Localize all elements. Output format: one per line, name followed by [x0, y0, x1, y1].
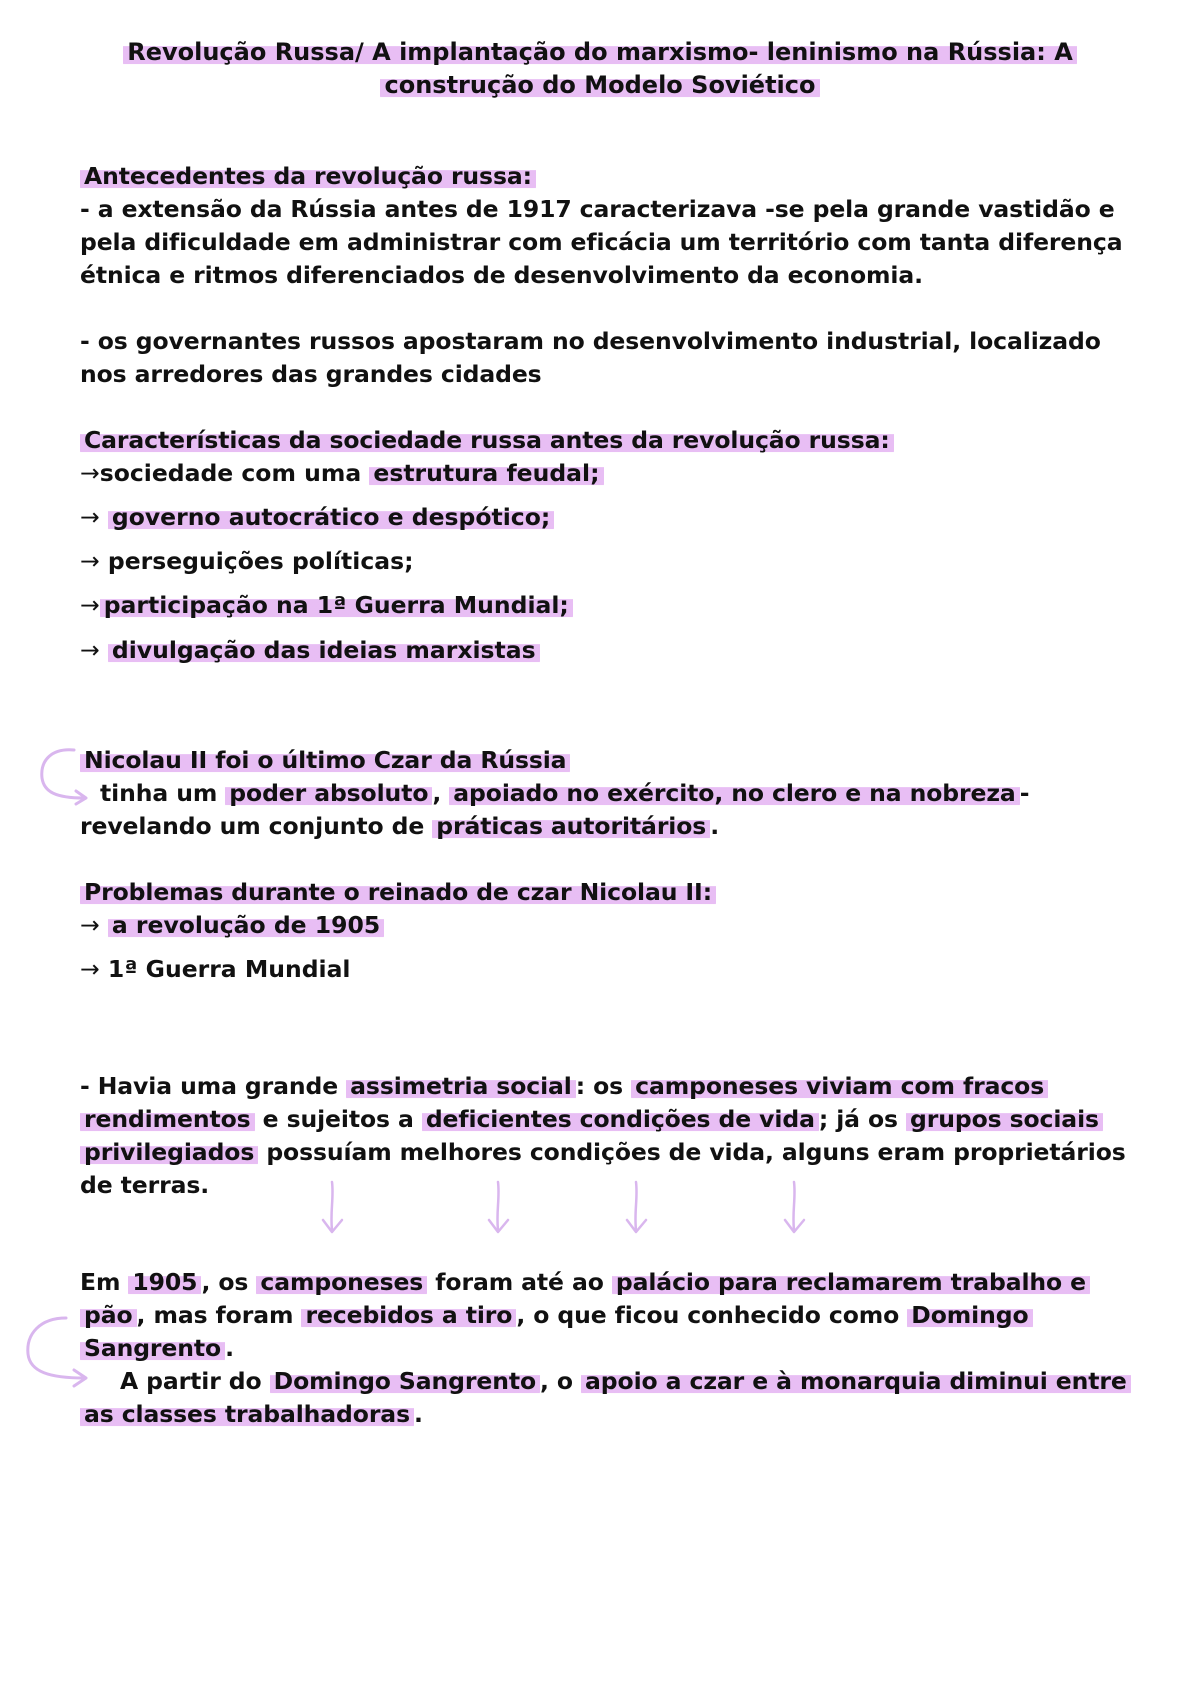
- arrow-down-icon: [484, 1180, 514, 1236]
- list-item: → participação na 1ª Guerra Mundial;: [80, 589, 573, 622]
- arrow-right-icon: →: [80, 547, 100, 575]
- arrow-right-icon: →: [80, 503, 100, 531]
- list-item: → divulgação das ideias marxistas: [80, 634, 540, 667]
- antecedentes-p1-line: - a extensão da Rússia antes de 1917 caracterizava -se pela grande vastidão e: [80, 195, 1115, 223]
- list-item: → governo autocrático e despótico;: [80, 501, 554, 534]
- antecedentes-p2: [80, 325, 1170, 391]
- nicolau-section: Nicolau II foi o último Czar da Rússia tinha um poder absoluto , apoiado no exército, no clero e na nobreza - revelando um conjunto de práticas autoritários .: [80, 746, 1030, 840]
- antecedentes-p1-line: pela dificuldade em administrar com eficácia um território com tanta diferença: [80, 228, 1123, 256]
- list-item: → a revolução de 1905: [80, 909, 384, 942]
- arrow-down-icon: [318, 1180, 348, 1236]
- list-item: → 1ª Guerra Mundial: [80, 955, 351, 983]
- antecedentes-p1-line: étnica e ritmos diferenciados de desenvolvimento da economia.: [80, 261, 923, 289]
- antecedentes-p2-line: nos arredores das grandes cidades: [80, 360, 542, 388]
- problemas-heading-block: [80, 876, 1170, 909]
- problemas-heading: Problemas durante o reinado de czar Nicolau II:: [80, 878, 716, 906]
- assimetria-section: - Havia uma grande assimetria social : os camponeses viviam com fracos rendimentos e sujeitos a deficientes condições de vida ; já os grupos sociais privilegiados possuíam melhores condições de vida, alguns eram proprietários de terras.: [80, 1072, 1126, 1199]
- caracteristicas-heading-block: [80, 424, 1170, 457]
- title-line-1: Revolução Russa/ A implantação do marxismo- leninismo na Rússia: A: [123, 38, 1077, 66]
- antecedentes-heading: Antecedentes da revolução russa:: [80, 162, 536, 190]
- nicolau-heading: Nicolau II foi o último Czar da Rússia: [80, 746, 570, 774]
- list-item: →sociedade com uma estrutura feudal;: [80, 457, 604, 490]
- title-line-2: construção do Modelo Soviético: [380, 71, 819, 99]
- antecedentes-p2-line: - os governantes russos apostaram no desenvolvimento industrial, localizado: [80, 327, 1101, 355]
- page-title: [80, 36, 1120, 102]
- arrow-right-icon: →: [80, 459, 100, 487]
- arrow-right-icon: →: [80, 591, 100, 619]
- arrow-right-icon: →: [80, 911, 100, 939]
- antecedentes-section: [80, 160, 1170, 292]
- arrow-down-icon: [780, 1180, 810, 1236]
- arrow-down-icon: [622, 1180, 652, 1236]
- caracteristicas-heading: Características da sociedade russa antes da revolução russa:: [80, 426, 894, 454]
- arrow-right-icon: →: [80, 636, 100, 664]
- arrow-right-icon: →: [80, 955, 100, 983]
- list-item: → perseguições políticas;: [80, 547, 414, 575]
- domingo-sangrento-section: Em 1905 , os camponeses foram até ao palácio para reclamarem trabalho e pão , mas foram recebidos a tiro , o que ficou conhecido como Domingo Sangrento . A partir do Domingo Sangrento , o apoio a czar e à monarquia diminui entre as classes trabalhadoras .: [80, 1266, 1170, 1431]
